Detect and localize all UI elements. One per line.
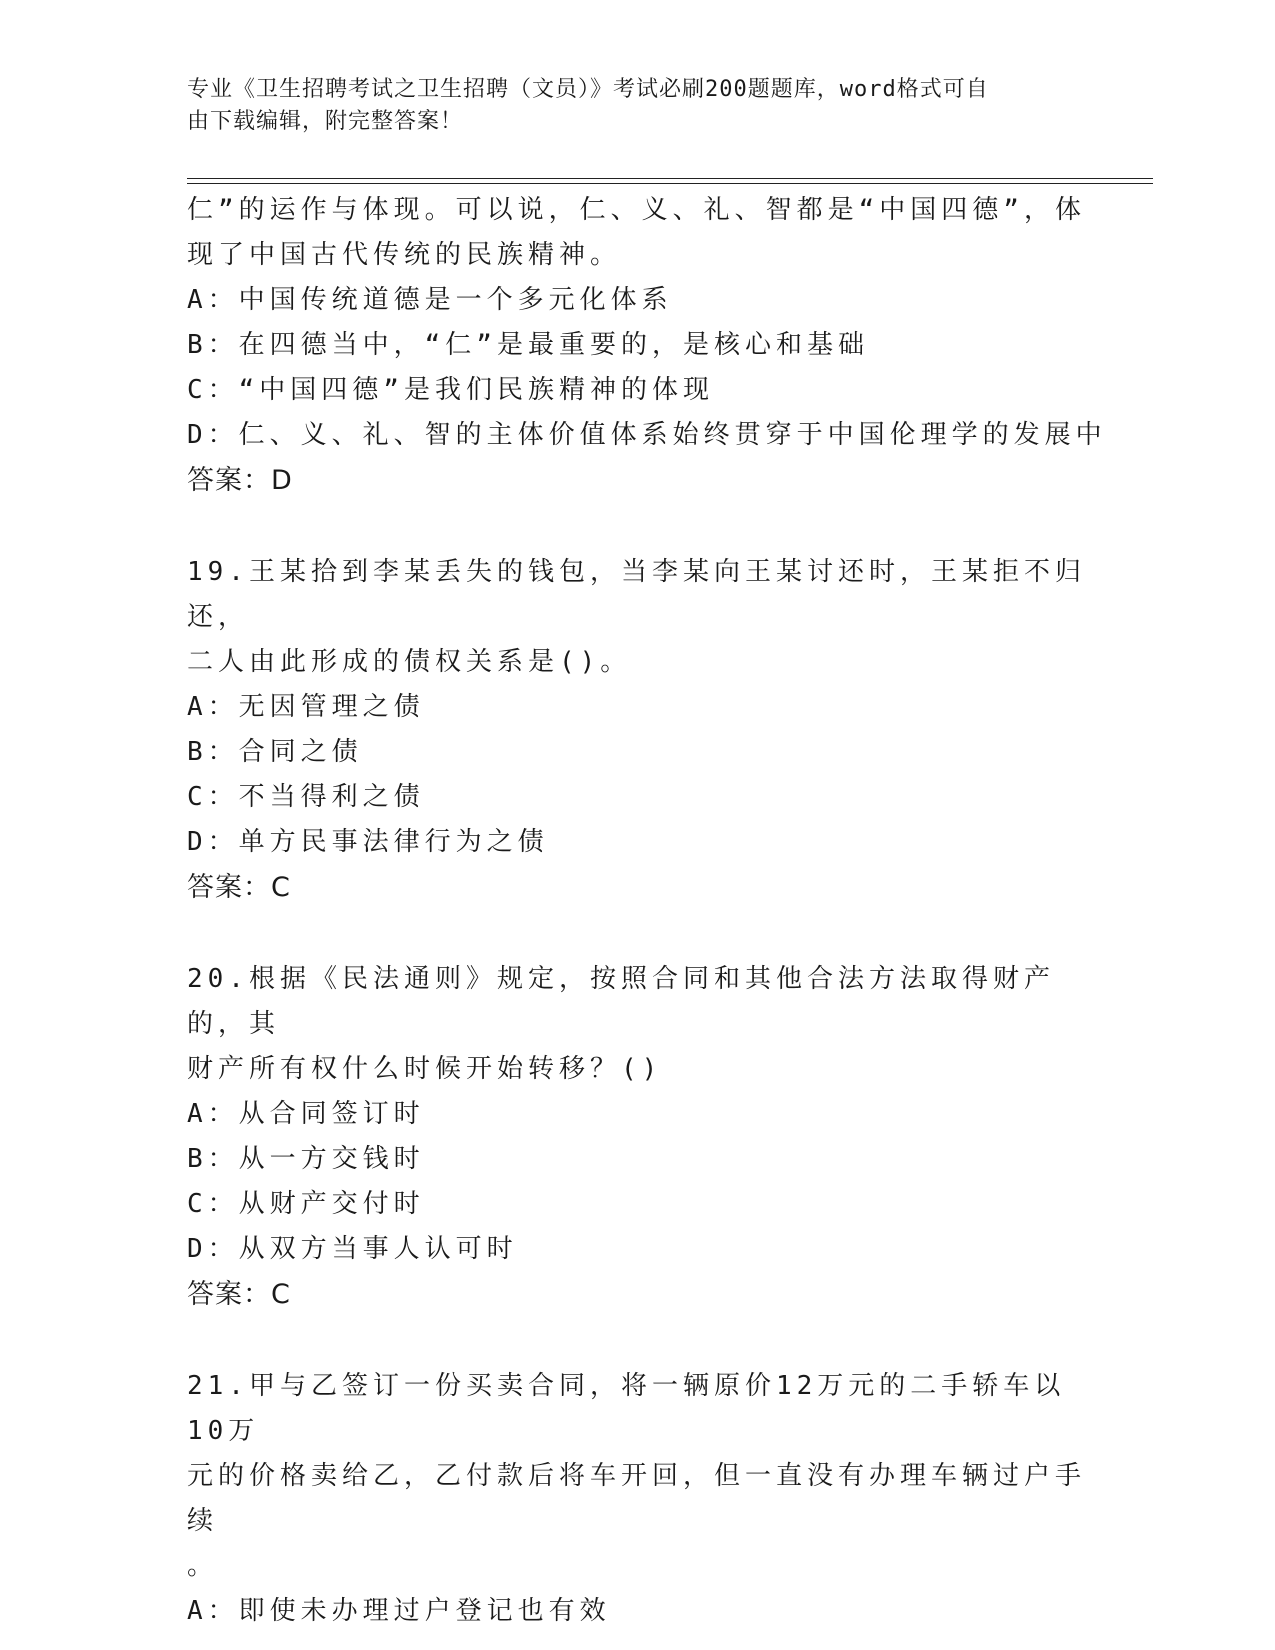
question-19	[187, 550, 1087, 910]
header-rule-top	[187, 178, 1153, 179]
spacer	[187, 910, 1087, 957]
option-c: C：从财产交付时	[187, 1189, 425, 1219]
option-d: D：仁、义、礼、智的主体价值体系始终贯穿于中国伦理学的发展中	[187, 420, 1107, 450]
option-b: B：在四德当中，“仁”是最重要的，是核心和基础	[187, 330, 869, 360]
question-text-line: 21.甲与乙签订一份买卖合同，将一辆原价12万元的二手轿车以10万	[187, 1371, 1066, 1446]
question-continued	[187, 188, 1107, 503]
spacer	[187, 1317, 1087, 1364]
option-a: A：中国传统道德是一个多元化体系	[187, 285, 673, 315]
document-body	[187, 188, 1107, 1634]
answer-line: 答案：C	[187, 872, 291, 903]
question-text-line: 仁”的运作与体现。可以说，仁、义、礼、智都是“中国四德”，体	[187, 195, 1086, 225]
answer-line: 答案：C	[187, 1279, 291, 1310]
answer-line: 答案：D	[187, 465, 293, 496]
question-20	[187, 957, 1087, 1317]
header-line-1: 专业《卫生招聘考试之卫生招聘（文员）》考试必刷200题题库，word格式可自	[187, 77, 989, 102]
question-text-line: 元的价格卖给乙，乙付款后将车开回，但一直没有办理车辆过户手续	[187, 1461, 1087, 1536]
option-a: A：从合同签订时	[187, 1099, 425, 1129]
option-d: D：从双方当事人认可时	[187, 1234, 518, 1264]
header-rule-bottom	[187, 183, 1153, 184]
option-b: B：合同之债	[187, 737, 363, 767]
option-a: A：无因管理之债	[187, 692, 425, 722]
option-c: C：不当得利之债	[187, 782, 425, 812]
document-header	[187, 74, 1067, 138]
spacer	[187, 503, 1087, 550]
question-text-line: 现了中国古代传统的民族精神。	[187, 240, 622, 270]
question-text-line: 。	[187, 1551, 219, 1581]
option-c: C：“中国四德”是我们民族精神的体现	[187, 375, 714, 405]
question-21	[187, 1364, 1087, 1634]
header-line-2: 由下载编辑，附完整答案！	[187, 109, 464, 134]
option-d: D：单方民事法律行为之债	[187, 827, 549, 857]
question-text-line: 19.王某拾到李某丢失的钱包，当李某向王某讨还时，王某拒不归还，	[187, 557, 1086, 632]
question-text-line: 二人由此形成的债权关系是()。	[187, 647, 632, 677]
question-text-line: 20.根据《民法通则》规定，按照合同和其他合法方法取得财产的，其	[187, 964, 1055, 1039]
question-text-line: 财产所有权什么时候开始转移？()	[187, 1054, 663, 1084]
option-a: A：即使未办理过户登记也有效	[187, 1596, 611, 1626]
option-b: B：从一方交钱时	[187, 1144, 425, 1174]
